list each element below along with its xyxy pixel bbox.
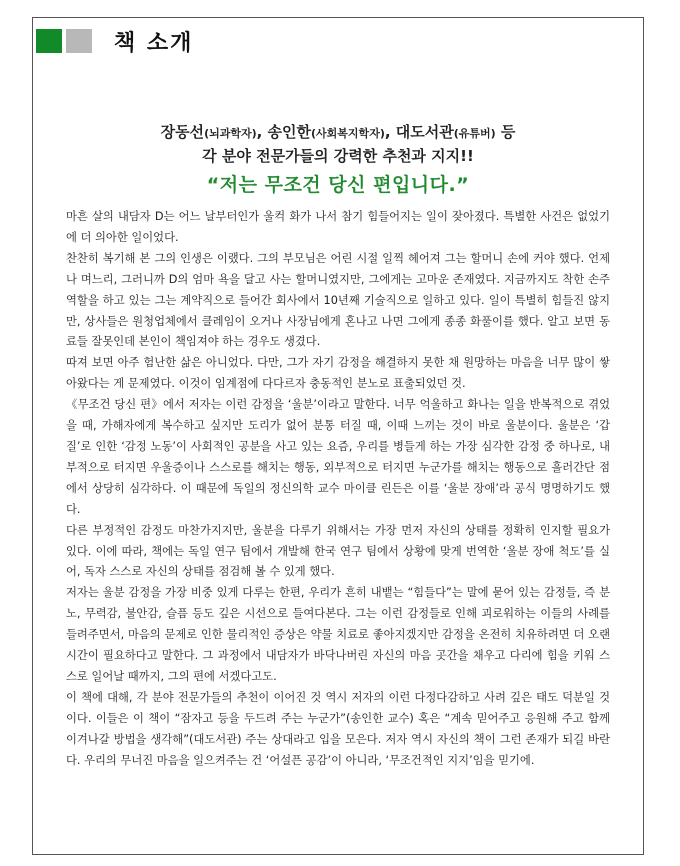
- recommender-name-2: 송인한: [267, 123, 312, 141]
- highlight-quote: “저는 무조건 당신 편입니다.”: [206, 174, 470, 196]
- recommend-headline: 각 분야 전문가들의 강력한 추천과 지지!!: [202, 147, 474, 165]
- recommenders-line: 장동선(뇌과학자), 송인한(사회복지학자), 대도서관(유튜버) 등: [160, 123, 516, 141]
- paragraph: 저자는 울분 감정을 가장 비중 있게 다루는 한편, 우리가 흔히 내뱉는 “힘들다”는 말에 묻어 있는 감정들, 즉 분노, 무력감, 불안감, 슬픔 등도 깊은 시선으로 들여다본다. 그는 이런 감정들로 인해 괴로워하는 이들의 사례를 들려주면서, 마음의 문제로 인한 물리적인 증상은 약물 치료로 좋아지겠지만 감정을 온전히 치유하려면 더 오랜 시간이 필요하다고 말한다. 그 과정에서 내담자가 바닥나버린 자신의 마음 곳간을 채우고 다리에 힘을 키워 스스로 일어날 때까지, 그의 편에 서겠다고도.: [66, 586, 610, 683]
- body-text: [66, 207, 610, 771]
- paragraph: 다른 부정적인 감정도 마찬가지지만, 울분을 다루기 위해서는 가장 먼저 자신의 상태를 정확히 인지할 필요가 있다. 이에 따라, 책에는 독일 연구 팀에서 개발해 한국 연구 팀에서 상황에 맞게 번역한 ‘울분 장애 척도’를 실어, 독자 스스로 자신의 상태를 점검해 볼 수 있게 했다.: [66, 523, 610, 579]
- recommender-role-2: (사회복지학자): [311, 127, 385, 140]
- green-square-icon: [36, 29, 62, 53]
- recommender-role-1: (뇌과학자): [204, 127, 257, 140]
- paragraph: 마흔 살의 내담자 D는 어느 날부터인가 울컥 화가 나서 참기 힘들어지는 일이 잦아졌다. 특별한 사건은 없었기에 더 의아한 일이었다.: [66, 210, 610, 244]
- section-title: 책 소개: [114, 30, 194, 56]
- gray-square-icon: [66, 29, 92, 53]
- recommender-name-3: 대도서관: [395, 123, 454, 141]
- recommenders-suffix: 등: [500, 123, 516, 141]
- paragraph: 찬찬히 복기해 본 그의 인생은 이랬다. 그의 부모님은 어린 시절 일찍 헤어져 그는 할머니 손에 커야 했다. 언제나 며느리, 그러니까 D의 엄마 욕을 달고 사는 할머니였지만, 그에게는 고마운 존재였다. 지금까지도 착한 손주 역할을 하고 있는 그는 계약직으로 들어간 회사에서 10년째 기술직으로 일하고 있다. 일이 특별히 힘들진 않지만, 상사들은 원청업체에서 클레임이 오거나 사장님에게 혼나고 나면 그에게 종종 화풀이를 했다. 알고 보면 동료들 잘못인데 본인이 책임져야 하는 경우도 생겼다.: [66, 251, 610, 349]
- section-header: [36, 27, 193, 55]
- paragraph: 《무조건 당신 편》에서 저자는 이런 감정을 ‘울분’이라고 말한다. 너무 억울하고 화나는 일을 반복적으로 겪었을 때, 가해자에게 복수하고 싶지만 도리가 없어 분통 터질 때, 이때 느끼는 것이 바로 울분이다. 울분은 ‘갑질’로 인한 ‘감정 노동’이 사회적인 공분을 사고 있는 요즘, 우리를 병들게 하는 가장 심각한 감정 중 하나로, 내부적으로 터지면 우울증이나 스스로를 해치는 행동, 외부적으로 터지면 누군가를 해치는 행동으로 흘러간단 점에서 상당히 심각하다. 이 때문에 독일의 정신의학 교수 마이클 린든은 이를 ‘울분 장애’라 공식 명명하기도 했다.: [66, 398, 610, 516]
- paragraph: 이 책에 대해, 각 분야 전문가들의 추천이 이어진 것 역시 저자의 이런 다정다감하고 사려 깊은 태도 덕분일 것이다. 이들은 이 책이 “잠자고 등을 두드려 주는 누군가”(송인한 교수) 혹은 “계속 믿어주고 응원해 주고 함께 이겨나갈 방법을 생각해”(대도서관) 주는 상대라고 입을 모은다. 저자 역시 자신의 책이 그런 존재가 되길 바란다. 우리의 무너진 마음을 일으켜주는 건 ‘어설픈 공감’이 아니라, ‘무조건적인 지지’임을 믿기에.: [66, 690, 610, 767]
- recommender-name-1: 장동선: [160, 123, 205, 141]
- recommender-role-3: (유튜버): [453, 127, 496, 140]
- paragraph: 따져 보면 아주 험난한 삶은 아니었다. 다만, 그가 자기 감정을 해결하지 못한 채 원망하는 마음을 너무 많이 쌓아왔다는 게 문제였다. 이것이 임계점에 다다르자 충동적인 분노로 표출되었던 것.: [66, 356, 610, 391]
